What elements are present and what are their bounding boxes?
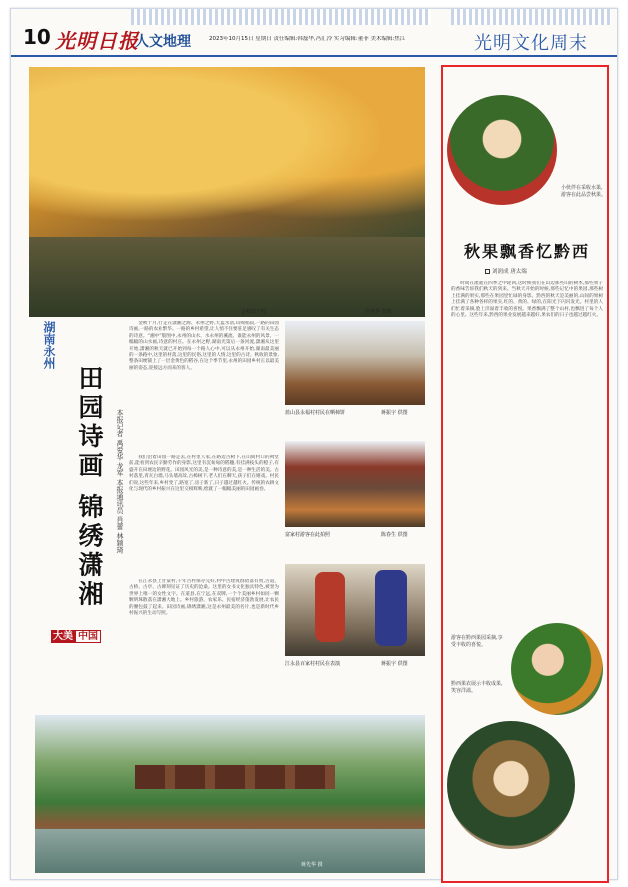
- article-paragraph: 我们沿着田园一路走去,在村里人家,在路边古树下,在山间村口的祠堂前,能看到农民辛勤劳作的身影,这里有沉甸甸的稻穗,有挂满枝头的橙子,有盛开在田埂边的野花。田园风光的美,是一种诗意的美,是一种生活的美。古村落里,青瓦白墙,马头墙高耸,古樟树下,老人们在聊天,孩子们在嬉戏。村民们说,这些年来,乡村变了,路宽了,房子新了,日子越过越红火。传统的农耕文化与现代的乡村振兴在这里交相辉映,绘就了一幅幅美丽的田园画卷。: [129, 455, 279, 493]
- column-tag: [51, 627, 101, 642]
- article-location: 湖南永州: [42, 321, 56, 369]
- hero-caption-left: 金秋田子村: [241, 309, 267, 315]
- photo-persimmons: [285, 321, 425, 405]
- performer-figure: [375, 570, 407, 646]
- sidebar-title: 秋果飘香忆黔西: [463, 242, 590, 261]
- issue-meta: 2023年10月15日 星期日 责任编辑:韩磊华,冯汇泠 实习编辑:董菲 美术编辑:焦江: [209, 36, 406, 42]
- landscape-water: [35, 829, 425, 873]
- newspaper-page: [10, 8, 618, 880]
- byline-box-icon: [485, 269, 490, 274]
- photo2-caption-right: 陈春生 供图: [381, 532, 408, 538]
- sidebar-caption-bottom: 黔西果农展示丰收成果,笑容洋溢。: [451, 681, 503, 694]
- photo-performance: [285, 564, 425, 656]
- article-paragraph: 在江永县上甘棠村,千年古村保存完好,村中古建筑群错落有致,古道、古桥、古亭、古碑刻见证了历史的沧桑。这里的女书文化独具特色,被誉为世界上唯一的女性文字。在道县,在宁远,在双牌,一个个美丽乡村如同一颗颗明珠散落在潇湘大地上。乡村旅游、农家乐、民宿经济蓬勃发展,让农民的腰包鼓了起来。田园诗画,锦绣潇湘,这是永州最美的名片,也是新时代乡村振兴的生动写照。: [129, 579, 279, 617]
- article-text-col1: [129, 321, 279, 451]
- masthead-stripe-left: [131, 9, 431, 25]
- photo3-caption-right: 蒋振宇 供图: [381, 661, 408, 667]
- column-tag-b: 中国: [75, 630, 101, 643]
- sidebar-caption-top: 小伙伴在采收水果,游客在此品尝秋果。: [561, 185, 607, 198]
- article-headline: 田园诗画 锦绣潇湘: [75, 365, 104, 610]
- photo1-caption-right: 蒋振宇 供图: [381, 410, 408, 416]
- photo2-caption-left: 富家村游客在此拍照: [285, 532, 331, 538]
- photo-village: [285, 441, 425, 527]
- sidebar-byline-text: 刘润成 唐太端: [492, 269, 527, 275]
- article-paragraph: 金秋十月,行走在潇湘之源、永州之野,天蓝水清,山绵稻菽,一路的田园诗画,一路的农业繁华。一路的乡村希望,让人悄不住要驻足感叹了有关生态的诗意。“湘中”版图中,永州的山水、水永州的溪流、谁能永州的风景、一幅幅的山水画,诗意的村庄。在永州之野,湖南光第后一条河流,潇湘从这里开始,潇湘的秋天就已开始到每一个路人心中,可以从永州开始,湖南最美丽的一条路中,这里的村落,这里的民俗,这里的人情,这里的古诗。秋收的景象,整条田埂铺上了一层金黄色的稻谷,在这个季节里,永州的田园乡村正以最美丽的姿态,迎接远方而来的客人。: [129, 321, 279, 371]
- hero-photo: [29, 67, 425, 317]
- article-text-col2: [129, 455, 279, 575]
- column-tag-a: 大美: [53, 631, 73, 642]
- photo3-caption-left: 江永县百家村村民在表演: [285, 661, 341, 667]
- photo-fruit-farmers: [447, 721, 575, 849]
- article-text-col3: [129, 579, 279, 699]
- photo-fruit-picking: [511, 623, 603, 715]
- sidebar-byline: [485, 267, 527, 275]
- landscape-roofs: [135, 765, 335, 789]
- section-title: 人文地理: [135, 34, 191, 50]
- bigphoto-caption: 蒋先华 摄: [301, 862, 323, 868]
- newspaper-brand-logo: 光明日报: [55, 29, 139, 53]
- weekly-title: 光明文化周末: [474, 33, 588, 54]
- photo-fruit-harvest: [447, 95, 557, 205]
- photo-landscape: [35, 715, 425, 873]
- masthead-stripe-right: [451, 9, 611, 25]
- page-number: 10: [23, 25, 51, 49]
- sidebar-text: [451, 281, 603, 611]
- performer-figure: [315, 572, 345, 642]
- masthead: [11, 9, 617, 57]
- sidebar-paragraph: 时间在流逝在四季之中轮回,这时候我们在山边那些山的树木,那些果子的香味告诉我们秋天的到来。当秋天开始的时候,那些记忆中的果园,那些树上挂满的果实,那些在果园里忙碌的身影。黔西的秋天是美丽的,山间的果树上挂满了各种各样的果实,红的、黄的、绿的,在阳光下闪闪发光。村里的人们忙着采摘,脸上洋溢着丰收的喜悦。果香飘满了整个山村,也飘进了每个人的心里。这些年来,黔西的果业发展越来越好,果农们的日子也越过越红火。: [451, 281, 603, 319]
- sidebar-caption-mid: 游客在黔西果园采摘,享受丰收的喜悦。: [451, 635, 503, 648]
- photo1-caption-left: 蓝山县永福村村民在晒柿饼: [285, 410, 346, 416]
- hero-caption-right: 向英华 供图: [365, 309, 392, 315]
- hero-ground: [29, 237, 425, 317]
- article-authors: 本报记者 禹爱华 龙军 本报通讯员 肖蕾 林颖琦: [116, 409, 124, 554]
- hero-tree: [29, 67, 425, 237]
- sidebar-feature: [441, 65, 609, 883]
